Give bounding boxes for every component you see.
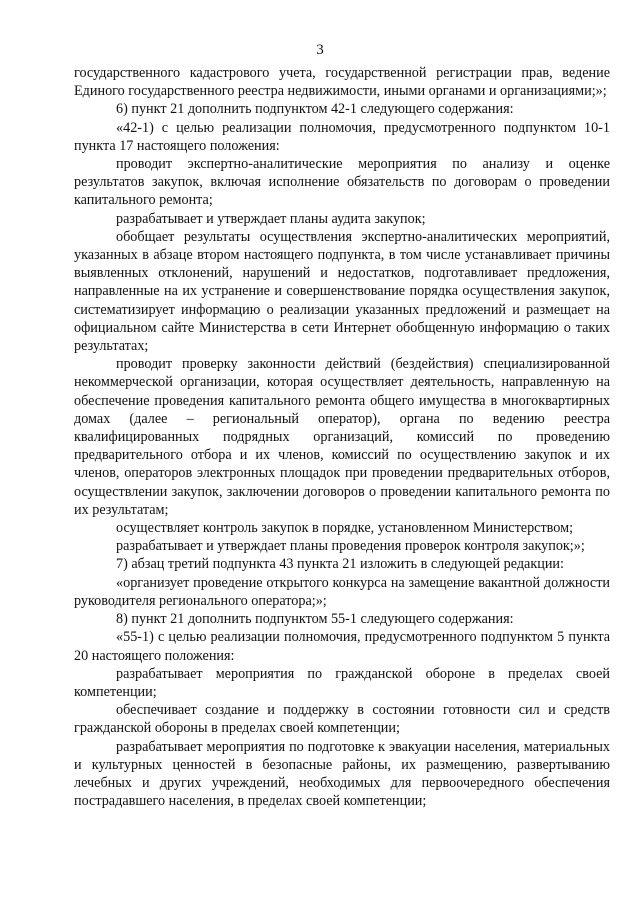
- paragraph: разрабатывает и утверждает планы аудита закупок;: [116, 210, 426, 227]
- page-number: 3: [316, 42, 324, 58]
- paragraph: разрабатывает мероприятия по гражданской обороне в пределах своей компетенции;: [74, 665, 610, 700]
- paragraph: «организует проведение открытого конкурса на замещение вакантной должности руководителя регионального оператора;»;: [74, 574, 610, 609]
- paragraph: «42-1) с целью реализации полномочия, предусмотренного подпунктом 10-1 пункта 17 настоящего положения:: [74, 119, 610, 154]
- paragraph: государственного кадастрового учета, государственной регистрации прав, ведение Единого государственного реестра недвижимости, иными органами и организациями;»;: [74, 65, 610, 100]
- paragraph: «55-1) с целью реализации полномочия, предусмотренного подпунктом 5 пункта 20 настоящего положения:: [74, 629, 610, 664]
- paragraph: разрабатывает мероприятия по подготовке к эвакуации населения, материальных и культурных ценностей в безопасные районы, их размещению, развертыванию лечебных и других учреждений, необходимых для первоочередного обеспечения пострадавшего населения, в пределах своей компетенции;: [74, 738, 610, 810]
- paragraph: разрабатывает и утверждает планы проведения проверок контроля закупок;»;: [116, 538, 585, 555]
- paragraph: 7) абзац третий подпункта 43 пункта 21 изложить в следующей редакции:: [116, 556, 564, 573]
- document-body: [74, 64, 610, 810]
- paragraph: 6) пункт 21 дополнить подпунктом 42-1 следующего содержания:: [116, 101, 514, 118]
- paragraph: проводит экспертно-аналитические мероприятия по анализу и оценке результатов закупок, включая исполнение обязательств по договорам о проведении капитального ремонта;: [74, 156, 610, 209]
- paragraph: осуществляет контроль закупок в порядке, установленном Министерством;: [116, 520, 574, 537]
- paragraph: проводит проверку законности действий (бездействия) специализированной некоммерческой организации, которая осуществляет деятельность, направленную на обеспечение проведения капитального ремонта общего имущества в многоквартирных домах (далее – региональный оператор), органа по ведению реестра квалифицированных подрядных организаций, комиссий по проведению предварительного отбора и их членов, комиссий по осуществлению закупок и их членов, операторов электронных площадок при проведении предварительных отборов, осуществлении закупок, заключении договоров о проведении капитального ремонта по их результатам;: [74, 356, 610, 518]
- paragraph: обеспечивает создание и поддержку в состоянии готовности сил и средств гражданской обороны в пределах своей компетенции;: [74, 702, 610, 737]
- paragraph: обобщает результаты осуществления экспертно-аналитических мероприятий, указанных в абзаце втором настоящего подпункта, в том числе устанавливает причины выявленных отклонений, нарушений и недостатков, подготавливает предложения, направленные на их устранение и совершенствование порядка осуществления закупок, систематизирует информацию о реализации указанных предложений и размещает на официальном сайте Министерства в сети Интернет обобщенную информацию о таких результатах;: [74, 228, 610, 355]
- paragraph: 8) пункт 21 дополнить подпунктом 55-1 следующего содержания:: [116, 611, 514, 628]
